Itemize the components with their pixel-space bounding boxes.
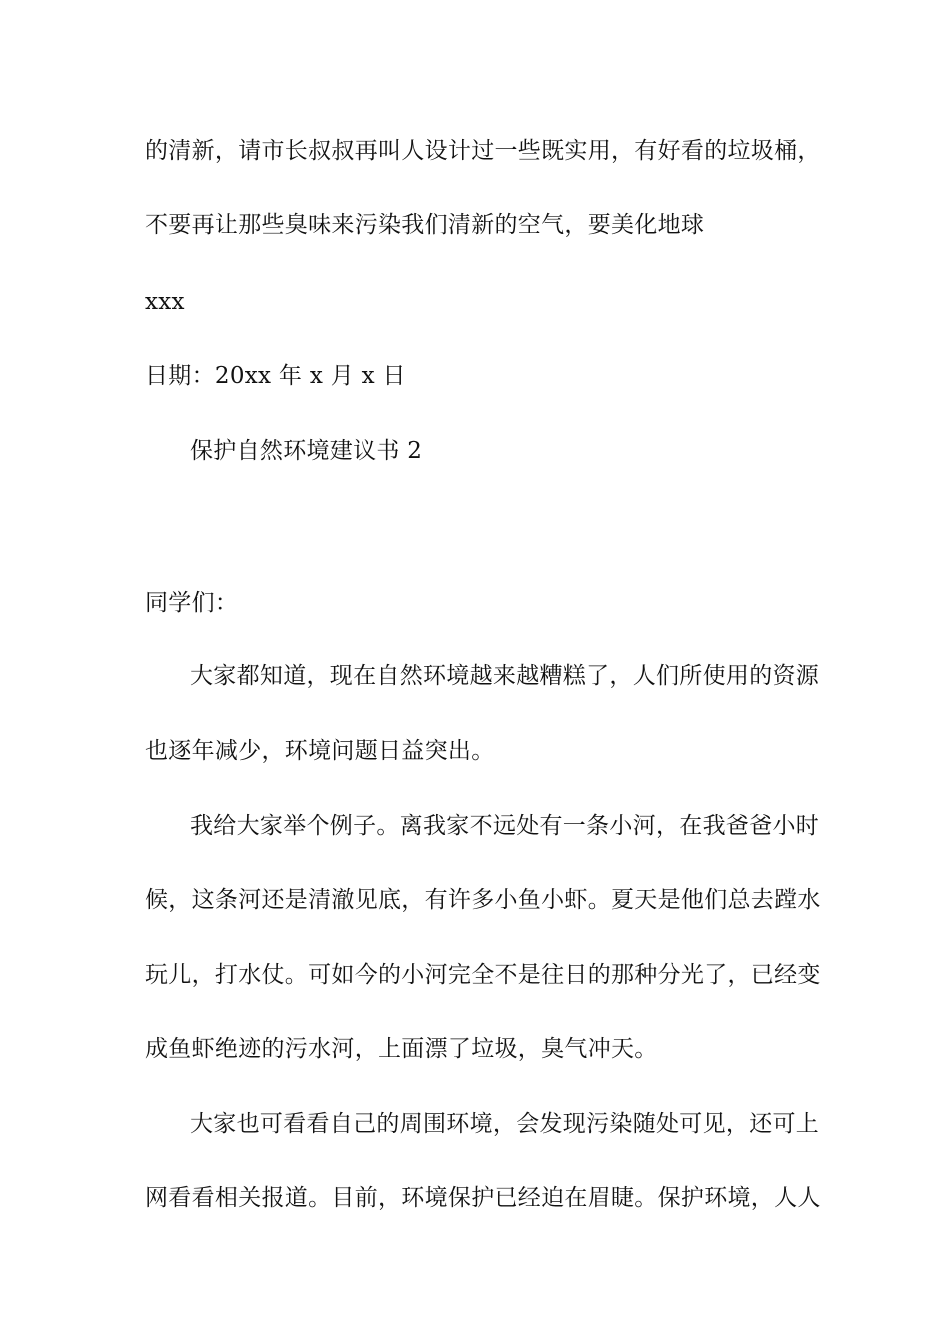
text-line: 候，这条河还是清澈见底，有许多小鱼小虾。夏天是他们总去蹚水	[145, 887, 821, 913]
text-line: 网看看相关报道。目前，环境保护已经迫在眉睫。保护环境，人人	[145, 1185, 821, 1211]
date-line: 日期：20xx 年 x 月 x 日	[145, 363, 406, 389]
salutation: 同学们：	[145, 590, 239, 616]
text-line: 我给大家举个例子。离我家不远处有一条小河，在我爸爸小时	[190, 813, 820, 839]
text-line: 不要再让那些臭味来污染我们清新的空气，要美化地球	[145, 212, 705, 238]
section-title: 保护自然环境建议书 2	[190, 438, 423, 464]
text-line: 大家也可看看自己的周围环境，会发现污染随处可见，还可上	[190, 1111, 820, 1137]
text-line: 成鱼虾绝迹的污水河，上面漂了垃圾，臭气冲天。	[145, 1036, 658, 1062]
text-line: 也逐年减少，环境问题日益突出。	[145, 738, 495, 764]
signature-line: xxx	[145, 289, 185, 315]
text-line: 玩儿，打水仗。可如今的小河完全不是往日的那种分光了，已经变	[145, 962, 821, 988]
text-line: 的清新，请市长叔叔再叫人设计过一些既实用，有好看的垃圾桶，	[145, 138, 821, 164]
text-line: 大家都知道，现在自然环境越来越糟糕了，人们所使用的资源	[190, 663, 820, 689]
